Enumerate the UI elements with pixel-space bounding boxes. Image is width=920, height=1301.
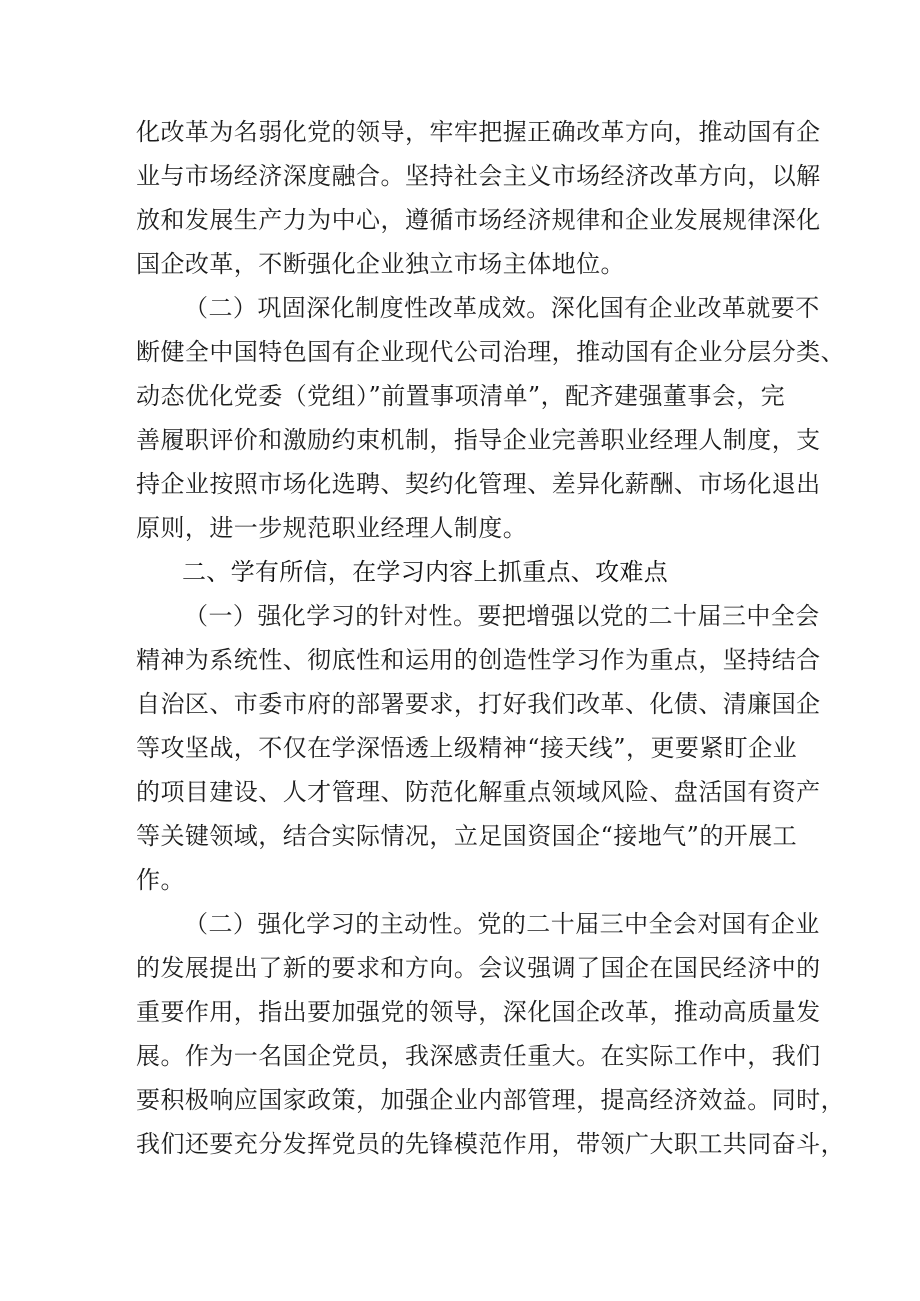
body-text-line: 重要作用，指出要加强党的领导，深化国企改革，推动高质量发	[136, 998, 821, 1026]
body-text-line: 等攻坚战，不仅在学深悟透上级精神“接天线”，更要紧盯企业	[136, 734, 798, 762]
body-text-line: 化改革为名弱化党的领导，牢牢把握正确改革方向，推动国有企	[136, 118, 821, 146]
body-text-line: 善履职评价和激励约束机制，指导企业完善职业经理人制度，支	[136, 426, 821, 454]
body-text-line: 自治区、市委市府的部署要求，打好我们改革、化债、清廉国企	[136, 690, 821, 718]
body-text-line: 精神为系统性、彻底性和运用的创造性学习作为重点，坚持结合	[136, 646, 821, 674]
body-text-line: 业与市场经济深度融合。坚持社会主义市场经济改革方向，以解	[136, 162, 821, 190]
body-text-line: 作。	[136, 866, 185, 894]
body-text-line: 我们还要充分发挥党员的先锋模范作用，带领广大职工共同奋斗，	[136, 1130, 846, 1158]
paragraph-start-line: （二）强化学习的主动性。党的二十届三中全会对国有企业	[184, 910, 820, 938]
body-text-line: 动态优化党委（党组）”前置事项清单”，配齐建强董事会，完	[136, 382, 786, 410]
section-heading: 二、学有所信，在学习内容上抓重点、攻难点	[182, 558, 668, 586]
body-text-line: 持企业按照市场化选聘、契约化管理、差异化薪酬、市场化退出	[136, 470, 821, 498]
body-text-line: 的发展提出了新的要求和方向。会议强调了国企在国民经济中的	[136, 954, 821, 982]
paragraph-start-line: （二）巩固深化制度性改革成效。深化国有企业改革就要不	[184, 294, 820, 322]
body-text-line: 要积极响应国家政策，加强企业内部管理，提高经济效益。同时，	[136, 1086, 846, 1114]
body-text-line: 展。作为一名国企党员，我深感责任重大。在实际工作中，我们	[136, 1042, 821, 1070]
body-text-line: 的项目建设、人才管理、防范化解重点领域风险、盘活国有资产	[136, 778, 821, 806]
body-text-line: 原则，进一步规范职业经理人制度。	[136, 514, 528, 542]
paragraph-start-line: （一）强化学习的针对性。要把增强以党的二十届三中全会	[184, 602, 820, 630]
body-text-line: 放和发展生产力为中心，遵循市场经济规律和企业发展规律深化	[136, 206, 821, 234]
body-text-line: 国企改革，不断强化企业独立市场主体地位。	[136, 250, 625, 278]
body-text-line: 等关键领域，结合实际情况，立足国资国企“接地气”的开展工	[136, 822, 798, 850]
body-text-line: 断健全中国特色国有企业现代公司治理，推动国有企业分层分类、	[136, 338, 846, 366]
